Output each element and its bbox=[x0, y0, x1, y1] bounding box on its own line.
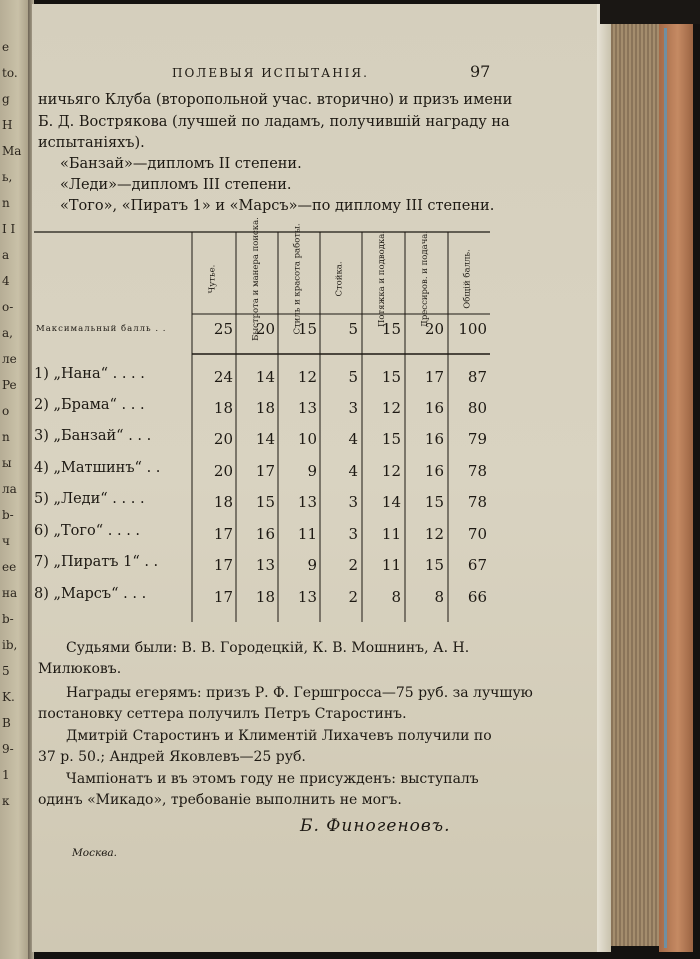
dog-name: 6) „Того“ . . . . bbox=[34, 523, 141, 539]
score-cell: 12 bbox=[424, 525, 444, 543]
score-cell: 11 bbox=[381, 556, 401, 574]
score-cell: 11 bbox=[381, 525, 401, 543]
score-cell: 16 bbox=[424, 430, 444, 448]
left-page-fragment: на bbox=[2, 586, 18, 600]
dog-name: 3) „Банзай“ . . . bbox=[34, 428, 152, 444]
max-score-cell: 25 bbox=[213, 320, 233, 338]
left-page-fragment: H bbox=[2, 118, 13, 132]
intro-line: испытаніяхъ). bbox=[38, 135, 145, 151]
score-cell: 18 bbox=[213, 399, 233, 417]
footer-line: Чампіонатъ и въ этомъ году не присужденъ: выступалъ bbox=[66, 771, 479, 787]
left-page-fragment: g bbox=[2, 92, 10, 106]
column-header: Стиль и красота работы. bbox=[293, 223, 303, 335]
column-header: Стойка. bbox=[334, 261, 345, 297]
score-cell: 16 bbox=[424, 462, 444, 480]
column-header: Общій балль. bbox=[463, 249, 474, 309]
intro-line: ничьяго Клуба (второпольной учас. вторично) и призъ имени bbox=[38, 92, 513, 108]
running-head: ПОЛЕВЫЯ ИСПЫТАНІЯ. bbox=[172, 66, 369, 80]
left-page-fragment: a, bbox=[2, 326, 13, 340]
left-page-fragment: ib, bbox=[2, 638, 18, 652]
max-score-cell: 5 bbox=[348, 320, 358, 338]
footer-line: Судьями были: В. В. Городецкій, К. В. Мошнинъ, А. Н. bbox=[66, 640, 470, 656]
score-cell: 78 bbox=[467, 462, 487, 480]
score-cell: 13 bbox=[255, 556, 275, 574]
score-cell: 20 bbox=[213, 430, 233, 448]
left-page-fragment: Pe bbox=[2, 378, 17, 392]
left-page-fragment: to. bbox=[2, 66, 18, 80]
max-score-cell: 20 bbox=[424, 320, 444, 338]
footer-line: одинъ «Микадо», требованіе выполнить не могъ. bbox=[38, 792, 402, 808]
left-page-fragment: ы bbox=[2, 456, 12, 470]
score-cell: 12 bbox=[381, 399, 401, 417]
score-cell: 11 bbox=[297, 525, 317, 543]
score-cell: 18 bbox=[255, 588, 275, 606]
left-page-edge bbox=[0, 0, 30, 959]
page-block bbox=[611, 14, 659, 946]
footer-line: Дмитрій Старостинъ и Климентій Лихачевъ получили по bbox=[66, 728, 492, 744]
left-page-fragment: o- bbox=[2, 300, 14, 314]
left-page-fragment: b- bbox=[2, 508, 14, 522]
score-cell: 14 bbox=[255, 430, 275, 448]
footer-line: 37 р. 50.; Андрей Яковлевъ—25 руб. bbox=[38, 749, 306, 765]
background bbox=[600, 0, 700, 24]
left-page-fragment: 4 bbox=[2, 274, 10, 288]
footer-line: Милюковъ. bbox=[38, 661, 122, 677]
column-header: Потяжка и подводка. bbox=[377, 230, 388, 328]
score-cell: 4 bbox=[348, 430, 358, 448]
max-score-cell: 20 bbox=[255, 320, 275, 338]
max-score-cell: 15 bbox=[381, 320, 401, 338]
score-cell: 17 bbox=[213, 556, 233, 574]
score-cell: 14 bbox=[255, 368, 275, 386]
score-cell: 3 bbox=[348, 493, 358, 511]
max-score-label: Максимальный балль . . bbox=[36, 324, 167, 334]
score-cell: 20 bbox=[213, 462, 233, 480]
score-cell: 12 bbox=[381, 462, 401, 480]
score-cell: 15 bbox=[255, 493, 275, 511]
intro-line: «Того», «Пиратъ 1» и «Марсъ»—по диплому III степени. bbox=[60, 198, 495, 214]
score-cell: 17 bbox=[213, 588, 233, 606]
score-cell: 87 bbox=[467, 368, 487, 386]
dog-name: 1) „Нана“ . . . . bbox=[34, 366, 145, 382]
page-edge bbox=[597, 4, 611, 952]
book-page bbox=[32, 4, 597, 952]
score-cell: 78 bbox=[467, 493, 487, 511]
max-score-cell: 15 bbox=[297, 320, 317, 338]
score-cell: 3 bbox=[348, 525, 358, 543]
score-cell: 17 bbox=[424, 368, 444, 386]
author-signature: Б. Финогеновъ. bbox=[300, 816, 451, 836]
score-cell: 16 bbox=[424, 399, 444, 417]
footer-line: Награды егерямъ: призъ Р. Ф. Гершгросса—75 руб. за лучшую bbox=[66, 685, 533, 701]
score-cell: 67 bbox=[467, 556, 487, 574]
score-cell: 18 bbox=[213, 493, 233, 511]
score-cell: 17 bbox=[213, 525, 233, 543]
page-number: 97 bbox=[470, 62, 491, 81]
score-cell: 13 bbox=[297, 493, 317, 511]
max-score-cell: 100 bbox=[458, 320, 487, 338]
intro-line: Б. Д. Вострякова (лучшей по ладамъ, получившій награду на bbox=[38, 114, 510, 130]
left-page-fragment: I I bbox=[2, 222, 16, 236]
left-page-fragment: 9- bbox=[2, 742, 14, 756]
intro-line: «Леди»—дипломъ III степени. bbox=[60, 177, 292, 193]
left-page-fragment: a bbox=[2, 248, 10, 262]
footer-line: постановку сеттера получилъ Петръ Старостинъ. bbox=[38, 706, 407, 722]
score-cell: 16 bbox=[255, 525, 275, 543]
score-cell: 2 bbox=[348, 588, 358, 606]
score-cell: 10 bbox=[297, 430, 317, 448]
score-cell: 18 bbox=[255, 399, 275, 417]
score-cell: 13 bbox=[297, 588, 317, 606]
left-page-fragment: ь, bbox=[2, 170, 13, 184]
dog-name: 8) „Марсъ“ . . . bbox=[34, 586, 147, 602]
column-header: Быстрота и манера поиска. bbox=[251, 217, 261, 341]
left-page-fragment: n bbox=[2, 430, 10, 444]
left-page-fragment: o bbox=[2, 404, 10, 418]
score-cell: 8 bbox=[434, 588, 444, 606]
left-page-fragment: к bbox=[2, 794, 10, 808]
left-page-fragment: n bbox=[2, 196, 10, 210]
left-page-fragment: e bbox=[2, 40, 10, 54]
left-page-fragment: ле bbox=[2, 352, 17, 366]
score-cell: 70 bbox=[467, 525, 487, 543]
score-cell: 8 bbox=[391, 588, 401, 606]
score-cell: 80 bbox=[467, 399, 487, 417]
score-cell: 15 bbox=[424, 556, 444, 574]
left-page-fragment: ее bbox=[2, 560, 17, 574]
score-cell: 4 bbox=[348, 462, 358, 480]
left-page-fragment: ч bbox=[2, 534, 10, 548]
score-cell: 9 bbox=[307, 556, 317, 574]
score-cell: 66 bbox=[467, 588, 487, 606]
score-cell: 15 bbox=[381, 368, 401, 386]
score-cell: 12 bbox=[297, 368, 317, 386]
left-page-fragment: K. bbox=[2, 690, 15, 704]
score-cell: 17 bbox=[255, 462, 275, 480]
left-page-fragment: B bbox=[2, 716, 11, 730]
score-cell: 15 bbox=[381, 430, 401, 448]
cover-band bbox=[664, 28, 667, 948]
score-cell: 2 bbox=[348, 556, 358, 574]
score-cell: 24 bbox=[213, 368, 233, 386]
column-header: Дрессиров. и подача. bbox=[420, 230, 430, 328]
score-cell: 3 bbox=[348, 399, 358, 417]
dog-name: 5) „Леди“ . . . . bbox=[34, 491, 145, 507]
place-name: Москва. bbox=[72, 847, 117, 859]
left-page-fragment: Ma bbox=[2, 144, 22, 158]
left-page-fragment: 1 bbox=[2, 768, 10, 782]
dog-name: 7) „Пиратъ 1“ . . bbox=[34, 554, 159, 570]
dog-name: 2) „Брама“ . . . bbox=[34, 397, 145, 413]
left-page-fragment: ла bbox=[2, 482, 17, 496]
left-page-fragment: 5 bbox=[2, 664, 10, 678]
score-cell: 15 bbox=[424, 493, 444, 511]
score-cell: 5 bbox=[348, 368, 358, 386]
score-cell: 13 bbox=[297, 399, 317, 417]
dog-name: 4) „Матшинъ“ . . bbox=[34, 460, 161, 476]
left-page-fragment: b- bbox=[2, 612, 14, 626]
intro-line: «Банзай»—дипломъ II степени. bbox=[60, 156, 302, 172]
score-cell: 79 bbox=[467, 430, 487, 448]
score-cell: 14 bbox=[381, 493, 401, 511]
score-cell: 9 bbox=[307, 462, 317, 480]
column-header: Чутье. bbox=[206, 264, 217, 294]
